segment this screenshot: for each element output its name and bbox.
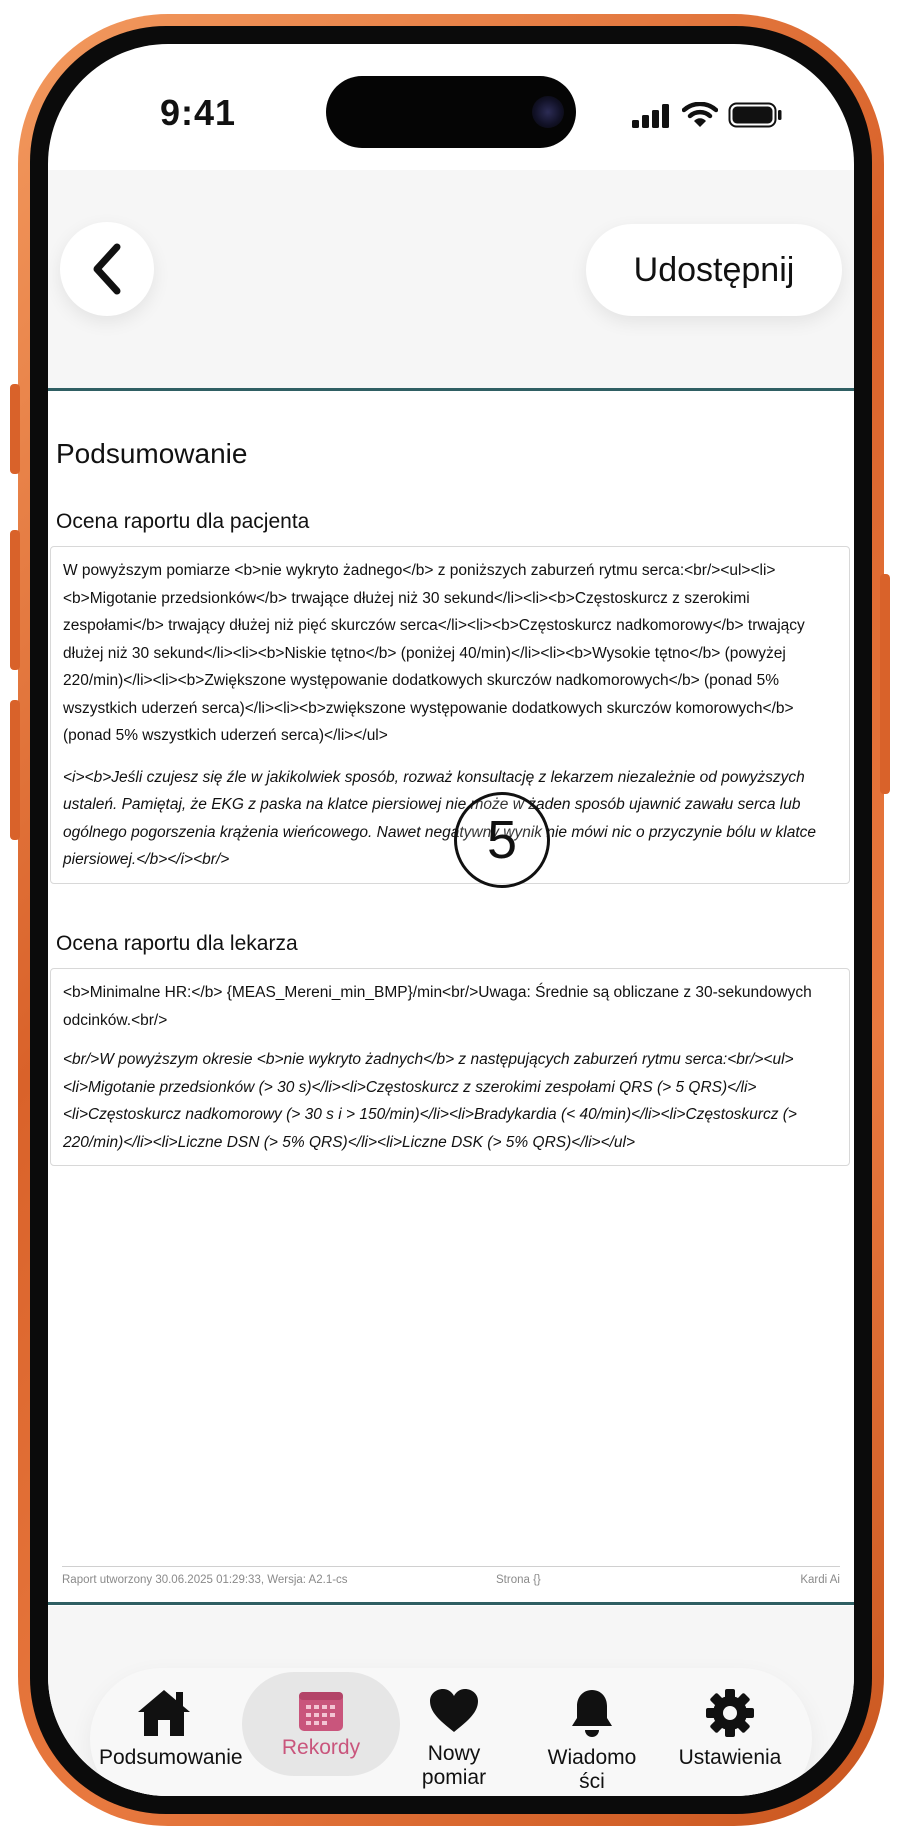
footer-page-text: Strona {} xyxy=(496,1574,541,1586)
footer-divider xyxy=(62,1566,840,1567)
patient-report-text: W powyższym pomiarze <b>nie wykryto żadnego</b> z poniższych zaburzeń rytmu serca:<br/><ul><li><b>Migotanie przedsionków</b> trwające dłużej niż 30 sekund</li><li><b>Częstoskurcz z szerokimi zespołami</b> trwający dłużej niż pięć skurczów serca</li><li><b>Częstoskurcz nadkomorowy</b> trwający dłużej niż 30 sekund</li><li><b>Niskie tętno</b> (poniżej 40/min)</li><li><b>Wysokie tętno</b> (powyżej 220/min)</li><li><b>Zwiększone występowanie dodatkowych skurczów nadkomorowych</b> (ponad 5% wszystkich uderzeń serca)</li><li><b>zwiększone występowanie dodatkowych skurczów komorowych</b> (ponad 5% wszystkich uderzeń serca)</li></ul> xyxy=(63,562,805,744)
tab-new-measurement[interactable] xyxy=(382,1668,526,1796)
doctor-findings-text: <br/>W powyższym okresie <b>nie wykryto żadnych</b> z następujących zaburzeń rytmu serca:<br/><ul><li>Migotanie przedsionków (> 30 s)</li><li>Częstoskurcz z szerokimi zespołami QRS (> 5 QRS)</li><li>Częstoskurcz nadkomorowy (> 30 s i > 150/min)</li><li>Bradykardia (< 40/min)</li><li>Częstoskurcz (> 220/min)</li><li>Liczne DSN (> 5% QRS)</li><li>Liczne DSK (> 5% QRS)</li></ul> xyxy=(63,1051,797,1151)
volume-down-button xyxy=(10,700,20,840)
heart-icon xyxy=(429,1688,479,1734)
chevron-left-icon xyxy=(89,243,125,295)
camera-icon xyxy=(532,96,564,128)
tab-label: Nowy pomiar xyxy=(421,1742,487,1789)
tab-summary[interactable] xyxy=(92,1668,243,1796)
tab-bar xyxy=(90,1668,812,1796)
bottom-divider xyxy=(48,1602,854,1605)
doctor-report-box xyxy=(50,968,850,1166)
report-title: Podsumowanie xyxy=(56,438,248,469)
doctor-min-hr-text: <b>Minimalne HR:</b> {MEAS_Mereni_min_BMP}/min<br/>Uwaga: Średnie są obliczane z 30-sekundowych odcinków.<br/> xyxy=(63,984,812,1029)
footer-brand-text: Kardi Ai xyxy=(800,1574,840,1586)
volume-up-button xyxy=(10,530,20,670)
patient-report-box xyxy=(50,546,850,884)
tab-messages[interactable] xyxy=(520,1668,664,1796)
power-button xyxy=(880,574,890,794)
status-icons xyxy=(632,100,782,128)
gear-icon xyxy=(705,1688,755,1738)
calendar-icon xyxy=(298,1688,344,1732)
bell-icon xyxy=(570,1688,614,1738)
header-bar xyxy=(48,170,854,391)
tab-settings[interactable] xyxy=(658,1668,802,1796)
doctor-section-heading: Ocena raportu dla lekarza xyxy=(56,932,298,955)
action-button xyxy=(10,384,20,474)
back-button[interactable] xyxy=(60,222,154,316)
screen xyxy=(48,44,854,1796)
tab-label: Wiadomości xyxy=(547,1746,637,1793)
dynamic-island xyxy=(326,76,576,148)
tab-label: Podsumowanie xyxy=(99,1746,243,1769)
footer-created-text: Raport utworzony 30.06.2025 01:29:33, Wersja: A2.1-cs xyxy=(62,1574,348,1586)
signal-icon xyxy=(632,104,672,128)
tab-label: Rekordy xyxy=(281,1736,361,1759)
patient-disclaimer-text: <i><b>Jeśli czujesz się źle w jakikolwiek sposób, rozważ konsultację z lekarzem niezależnie od powyższych ustaleń. Pamiętaj, że EKG z paska na klatce piersiowej nie może w żaden sposób ujawnić zawału serca lub ogólnego pogorszenia krążenia wieńcowego. Nawet negatywny wynik nie mówi nic o przyczynie bólu w klatce piersiowej.</b></i><br/> xyxy=(63,768,817,868)
battery-icon xyxy=(728,102,782,128)
wifi-icon xyxy=(682,102,718,128)
share-button[interactable]: Udostępnij xyxy=(586,224,842,316)
patient-section-heading: Ocena raportu dla pacjenta xyxy=(56,510,310,533)
status-time: 9:41 xyxy=(160,92,237,133)
tab-records[interactable] xyxy=(242,1672,400,1776)
home-icon xyxy=(136,1688,192,1738)
step-number-badge: 5 xyxy=(454,792,550,888)
tab-label: Ustawienia xyxy=(678,1746,782,1769)
